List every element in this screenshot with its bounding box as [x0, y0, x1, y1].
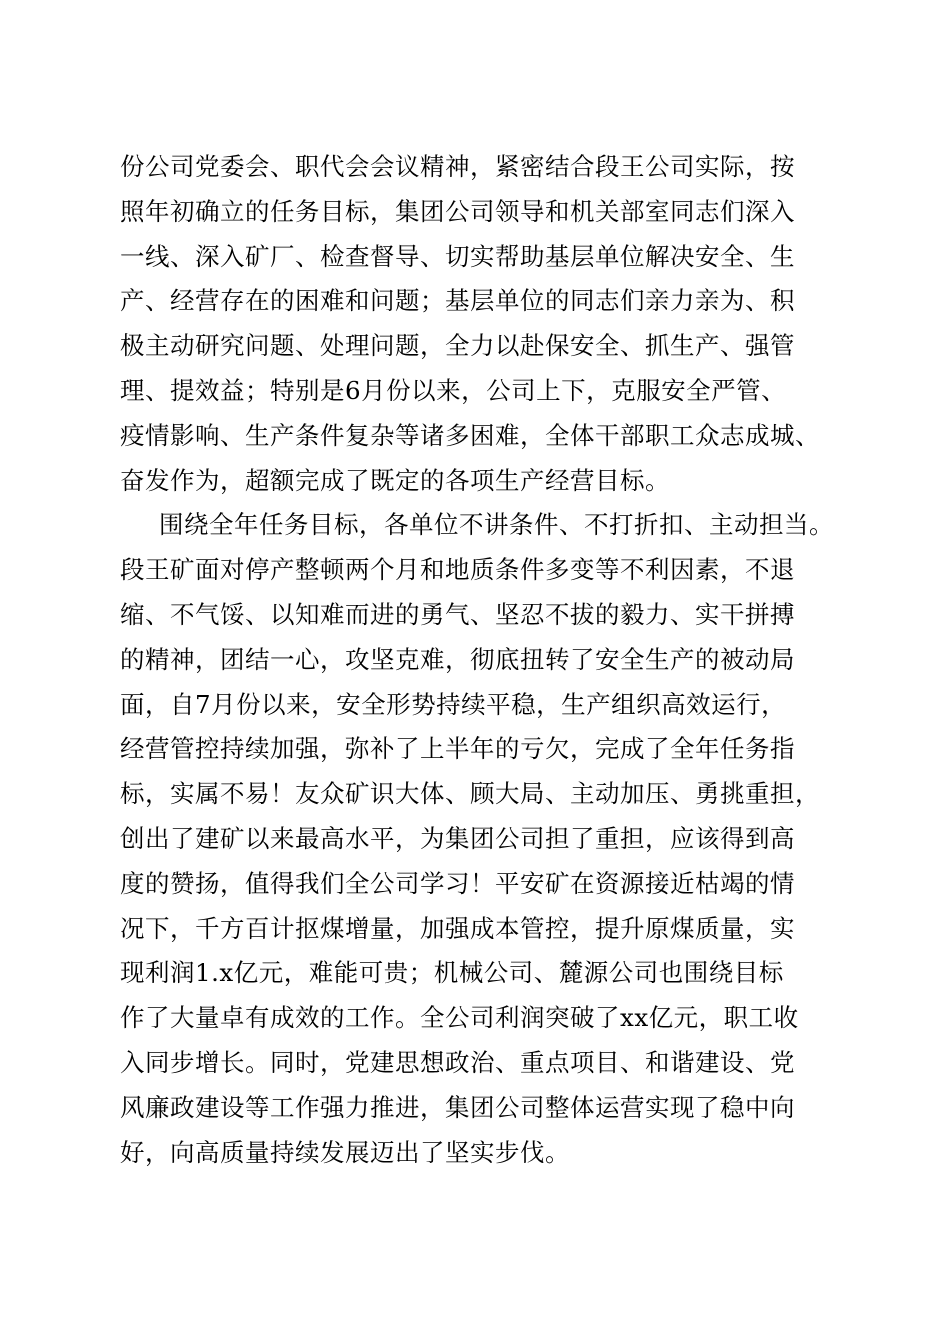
document-body	[120, 145, 840, 1175]
text-line: 极主动研究问题、处理问题，全力以赴保安全、抓生产、强管	[120, 331, 795, 361]
text-line: 况下，千方百计抠煤增量，加强成本管控，提升原煤质量，实	[120, 913, 795, 943]
paragraph-2	[120, 503, 840, 1175]
text-line: 段王矿面对停产整顿两个月和地质条件多变等不利因素，不退	[120, 555, 795, 585]
text-line: 的精神，团结一心，攻坚克难，彻底扭转了安全生产的被动局	[120, 644, 795, 674]
text-line: 创出了建矿以来最高水平，为集团公司担了重担，应该得到高	[120, 823, 795, 853]
text-line: 奋发作为，超额完成了既定的各项生产经营目标。	[120, 465, 670, 495]
text-line: 经营管控持续加强，弥补了上半年的亏欠，完成了全年任务指	[120, 734, 795, 764]
text-line: 一线、深入矿厂、检查督导、切实帮助基层单位解决安全、生	[120, 241, 795, 271]
text-line: 理、提效益；特别是6月份以来，公司上下，克服安全严管、	[120, 375, 787, 405]
text-line: 围绕全年任务目标，各单位不讲条件、不打折扣、主动担当。	[159, 510, 834, 540]
text-line: 现利润1.x亿元，难能可贵；机械公司、麓源公司也围绕目标	[120, 958, 784, 988]
text-line: 产、经营存在的困难和问题；基层单位的同志们亲力亲为、积	[120, 286, 795, 316]
text-line: 份公司党委会、职代会会议精神，紧密结合段王公司实际，按	[120, 152, 795, 181]
text-line: 度的赞扬，值得我们全公司学习！平安矿在资源接近枯竭的情	[120, 868, 795, 898]
text-line: 标，实属不易！友众矿识大体、顾大局、主动加压、勇挑重担，	[120, 779, 820, 809]
text-line: 缩、不气馁、以知难而进的勇气、坚忍不拔的毅力、实干拼搏	[120, 599, 795, 629]
text-line: 风廉政建设等工作强力推进，集团公司整体运营实现了稳中向	[120, 1092, 795, 1122]
paragraph-1	[120, 145, 840, 503]
text-line: 好，向高质量持续发展迈出了坚实步伐。	[120, 1137, 570, 1167]
text-line: 入同步增长。同时，党建思想政治、重点项目、和谐建设、党	[120, 1047, 795, 1077]
text-line: 作了大量卓有成效的工作。全公司利润突破了xx亿元，职工收	[120, 1003, 799, 1033]
text-line: 疫情影响、生产条件复杂等诸多困难，全体干部职工众志成城、	[120, 420, 820, 450]
text-line: 面，自7月份以来，安全形势持续平稳，生产组织高效运行，	[120, 689, 787, 719]
text-line: 照年初确立的任务目标，集团公司领导和机关部室同志们深入	[120, 196, 795, 226]
